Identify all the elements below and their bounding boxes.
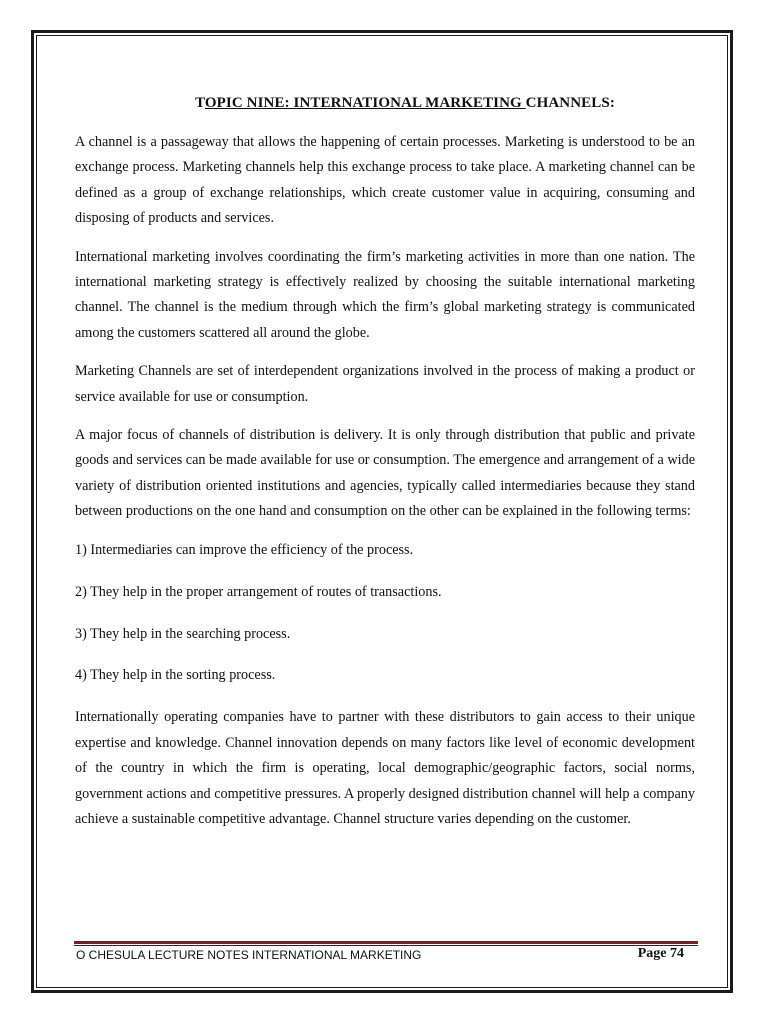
page-title (115, 92, 695, 114)
title-suffix: CHANNELS: (525, 95, 615, 111)
footer-text: O CHESULA LECTURE NOTES INTERNATIONAL MARKETING (76, 948, 422, 962)
title-prefix: T (195, 95, 205, 111)
paragraph-channel-definition: A channel is a passageway that allows the happening of certain processes. Marketing is understood to be an exchange process. Marketing channels help this exchange process to take place. A marketing channel can be defined as a group of exchange relationships, which create customer value in acquiring, consuming and disposing of products and services. (75, 134, 695, 227)
page-number: Page 74 (637, 946, 684, 961)
list-item: 2) They help in the proper arrangement of routes of transactions. (75, 583, 442, 600)
paragraph-closing: Internationally operating companies have to partner with these distributors to gain access to their unique expertise and knowledge. Channel innovation depends on many factors like level of economic development of the country in which the firm is operating, local demographic/geographic factors, social norms, government actions and competitive pressures. A properly designed distribution channel will help a company achieve a sustainable competitive advantage. Channel structure varies depending on the customer. (75, 709, 695, 827)
paragraph-marketing-channels: Marketing Channels are set of interdependent organizations involved in the process of making a product or service available for use or consumption. (75, 363, 695, 405)
paragraph-distribution-focus: A major focus of channels of distribution is delivery. It is only through distribution that public and private goods and services can be made available for use or consumption. The emergence and arrangement of a wide variety of distribution oriented institutions and agencies, typically called intermediaries because they stand between productions on the one hand and consumption on the other can be explained in the following terms: (75, 427, 695, 520)
list-item: 4) They help in the sorting process. (75, 667, 276, 684)
footer-rule (74, 941, 698, 944)
page-content (75, 92, 695, 845)
list-item: 3) They help in the searching process. (75, 625, 291, 642)
title-underlined: OPIC NINE: INTERNATIONAL MARKETING (204, 95, 526, 111)
list-item: 1) Intermediaries can improve the efficiency of the process. (75, 541, 414, 558)
footer-rule-thin (74, 945, 698, 946)
paragraph-international-marketing: International marketing involves coordinating the firm’s marketing activities in more than one nation. The international marketing strategy is effectively realized by choosing the suitable international marketing channel. The channel is the medium through which the firm’s global marketing strategy is communicated among the customers scattered all around the globe. (75, 248, 695, 341)
